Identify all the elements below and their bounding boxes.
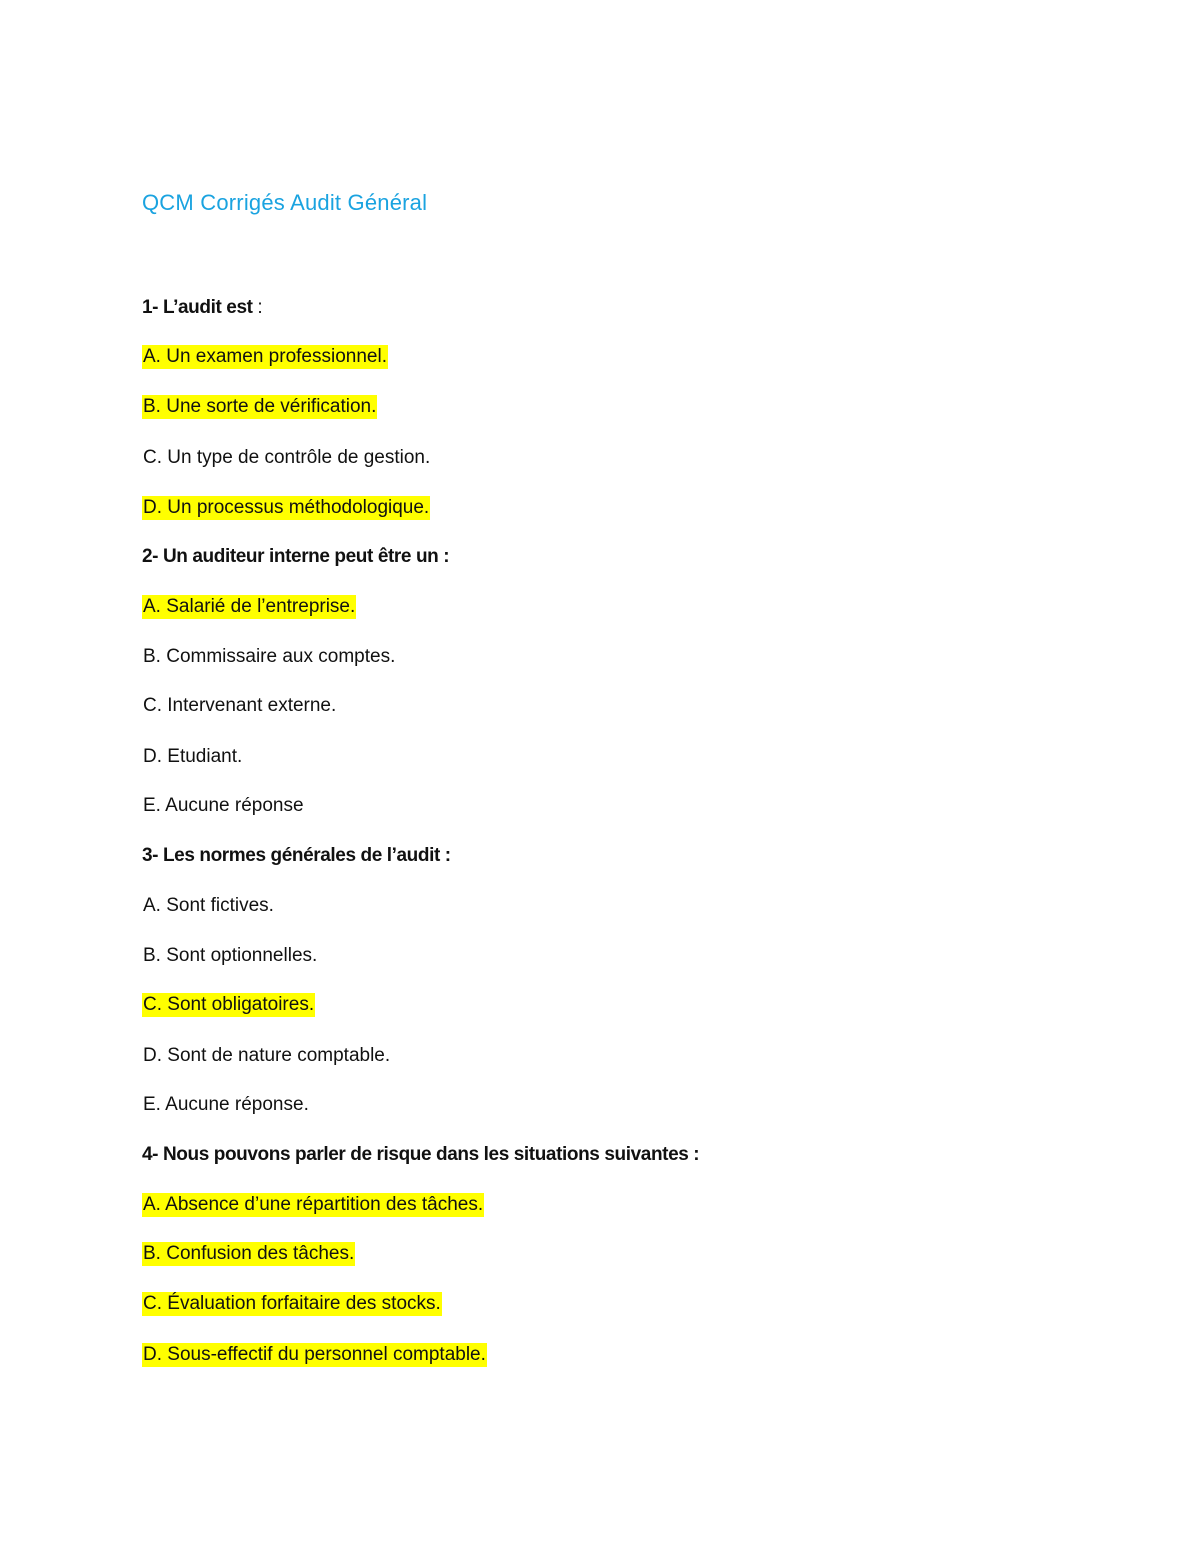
answer-3b — [142, 942, 318, 970]
answer-4c-text: C. Évaluation forfaitaire des stocks. — [143, 1293, 441, 1314]
answer-3b-text: B. Sont optionnelles. — [143, 945, 318, 966]
answer-4b — [142, 1240, 355, 1268]
answer-3a — [142, 892, 275, 920]
answer-1d — [142, 494, 430, 522]
answer-3e — [142, 1091, 310, 1119]
answer-2e-text: E. Aucune réponse — [143, 795, 304, 816]
question-2 — [142, 543, 449, 571]
answer-4a — [142, 1191, 484, 1219]
question-3-text: 3- Les normes générales de l’audit : — [142, 845, 451, 866]
answer-4a-text: A. Absence d’une répartition des tâches. — [143, 1194, 484, 1215]
answer-3d — [142, 1042, 391, 1070]
answer-1a — [142, 343, 388, 371]
answer-3d-text: D. Sont de nature comptable. — [143, 1045, 391, 1066]
answer-2d-text: D. Etudiant. — [143, 746, 243, 767]
answer-4c — [142, 1290, 442, 1318]
answer-1c-text: C. Un type de contrôle de gestion. — [143, 447, 431, 468]
answer-1b-text: B. Une sorte de vérification. — [143, 396, 377, 417]
answer-2b — [142, 643, 396, 671]
answer-2a-text: A. Salarié de l’entreprise. — [143, 596, 356, 617]
answer-1c — [142, 444, 431, 472]
document-title: QCM Corrigés Audit Général — [142, 190, 428, 215]
question-4 — [142, 1141, 699, 1169]
answer-1d-text: D. Un processus méthodologique. — [143, 497, 430, 518]
question-1-suffix: : — [252, 297, 263, 318]
answer-4d-text: D. Sous-effectif du personnel comptable. — [143, 1344, 486, 1365]
answer-2d — [142, 743, 243, 771]
question-1 — [142, 294, 262, 322]
answer-2c-text: C. Intervenant externe. — [143, 695, 337, 716]
answer-3c-text: C. Sont obligatoires. — [143, 994, 315, 1015]
answer-4b-text: B. Confusion des tâches. — [143, 1243, 355, 1264]
answer-3a-text: A. Sont fictives. — [143, 895, 274, 916]
question-2-text: 2- Un auditeur interne peut être un : — [142, 546, 450, 567]
answer-2a — [142, 593, 356, 621]
question-1-text: 1- L’audit est — [142, 297, 253, 318]
answer-4d — [142, 1341, 487, 1369]
answer-2c — [142, 692, 337, 720]
question-4-text: 4- Nous pouvons parler de risque dans les situations suivantes : — [142, 1144, 700, 1165]
answer-1a-text: A. Un examen professionnel. — [143, 346, 387, 367]
answer-1b — [142, 393, 377, 421]
answer-2b-text: B. Commissaire aux comptes. — [143, 646, 396, 667]
question-3 — [142, 842, 451, 870]
answer-2e — [142, 792, 305, 820]
answer-3e-text: E. Aucune réponse. — [143, 1094, 309, 1115]
answer-3c — [142, 991, 315, 1019]
